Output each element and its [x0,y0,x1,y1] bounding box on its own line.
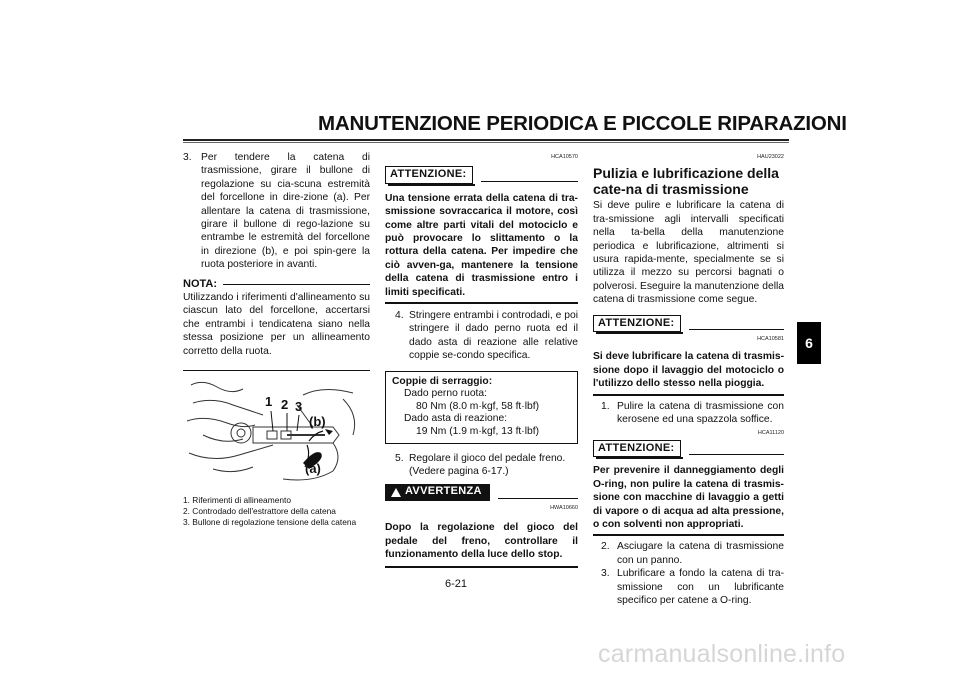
chain-adjuster-figure [183,375,370,493]
step-1 [593,400,784,427]
callout-a: (a) [305,461,321,477]
attention-text: Una tensione errata della catena di tra-smissione sovraccarica il motore, così come altre parti vitali del motociclo e può provocare lo slittamento o la rottura della catena. Per impedire che ciò avven-ga, mantenere la tensione della catena di trasmissione entro i limiti specificati. [385,192,578,298]
reference-code: HCA10581 [757,336,784,343]
header-rule-thin [183,142,789,143]
reference-code: HCA10570 [551,154,578,160]
attention-rule [689,454,784,455]
warning-text: Dopo la regolazione del gioco del pedale del freno, controllare il funzionamento della luce dello stop. [385,522,578,561]
caption-item: 3. Bullone di regolazione tensione della catena [183,517,357,528]
attention-heading [593,315,784,332]
attention-end-rule [593,534,784,536]
step-number: 5. [395,452,404,464]
step-3 [183,151,370,272]
step-number: 3. [601,568,610,580]
watermark: carmanualsonline.info [598,640,846,668]
step-number: 1. [601,400,610,412]
step-text: Stringere entrambi i controdadi, e poi stringere il dado perno ruota ed il dado asta di reazione alle relative coppie se-condo specifica. [409,310,578,362]
page-title: MANUTENZIONE PERIODICA E PICCOLE RIPARAZIONI [318,112,847,135]
callout-b: (b) [309,414,326,430]
step-text: Asciugare la catena di trasmissione con un panno. [617,541,784,566]
section-intro: Si deve pulire e lubrificare la catena di tra-smissione agli intervalli specificati nella ta-bella della manutenzione periodica e lubrificazione, altrimenti si usura rapida-mente, specialmente se si utilizza il mezzo su percorsi bagnati o polverosi. Eseguire la manutenzione della catena di trasmissione come segue. [593,200,784,306]
warning-rule [498,498,578,499]
figure-captions [183,495,370,528]
attention-label: ATTENZIONE: [593,440,681,457]
torque-title: Coppie di serraggio: [392,375,493,387]
caption-item: 2. Controdado dell'estrattore della catena [183,506,336,517]
section-title: Pulizia e lubrificazione della cate-na di trasmissione [593,165,779,198]
step-text: Pulire la catena di trasmissione con kerosene ed una spazzola soffice. [617,400,784,426]
reference-code: HWA10660 [550,504,578,511]
torque-line: Dado asta di reazione: [404,413,508,425]
attention-label: ATTENZIONE: [593,315,681,332]
attention-text: Per prevenire il danneggiamento degli O-ring, non pulire la catena di trasmis-sione con macchine di lavaggio a getti di vapore o di acqua ad alta pressione, o con solventi non appropriati. [593,465,784,530]
torque-value: 80 Nm (8.0 m·kgf, 58 ft·lbf) [416,400,540,412]
attention-text: Si deve lubrificare la catena di trasmis-sione dopo il lavaggio del motociclo o l'utilizzo dello stesso nella pioggia. [593,351,784,390]
reference-code: HCA11120 [757,429,784,436]
swingarm-illustration [183,375,370,493]
caption-item: 1. Riferimenti di allineamento [183,495,291,506]
torque-spec-box [385,371,578,444]
torque-line: Dado perno ruota: [404,388,488,400]
middle-column [385,151,578,568]
step-number: 4. [395,310,404,322]
left-column [183,151,370,528]
page-number: 6-21 [445,578,468,590]
step-text: Lubrificare a fondo la catena di tra-smissione con un lubrificante specifico per catene a O-ring. [617,568,784,606]
attention-end-rule [593,394,784,396]
step-number: 2. [601,541,610,553]
right-column [593,151,784,607]
callout-3: 3 [295,399,303,415]
nota-rule [223,284,370,285]
step-number: 3. [183,152,192,163]
attention-label: ATTENZIONE: [385,166,473,183]
warning-badge [385,484,490,500]
step-text: Regolare il gioco del pedale freno. (Vedere pagina 6-17.) [409,452,566,478]
reference-code: HAU23022 [757,154,784,160]
attention-heading [385,166,578,183]
nota-heading [183,278,370,291]
figure-top-rule [183,370,370,371]
step-3 [593,567,784,607]
step-4 [385,309,578,363]
callout-2: 2 [281,397,289,413]
torque-value: 19 Nm (1.9 m·kgf, 13 ft·lbf) [416,426,540,438]
attention-heading [593,440,784,457]
nota-label: NOTA: [183,277,218,290]
attention-end-rule [385,302,578,304]
step-text: Per tendere la catena di trasmissione, girare il bullone di regolazione su cia-scuna estremità del forcellone in dire-zione (a). Per allentare la catena di trasmissione, girare il bullone di rego-lazione su entrambe le estremità del forcellone in direzione (b), e poi spin-gere la ruota posteriore in avanti. [201,152,370,271]
attention-rule [481,181,578,182]
attention-rule [689,329,784,330]
warning-triangle-icon [391,488,401,497]
header-rule [183,139,789,141]
warning-end-rule [385,566,578,568]
warning-heading [385,484,578,500]
step-2 [593,540,784,567]
callout-1: 1 [265,394,273,410]
chapter-tab: 6 [797,322,821,364]
step-5 [385,452,578,479]
nota-text: Utilizzando i riferimenti d'allineamento su ciascun lato del forcellone, accertarsi che entrambi i tendicatena siano nella stessa posizione per un allineamento corretto della ruota. [183,292,370,357]
warning-label: AVVERTENZA [405,485,482,498]
